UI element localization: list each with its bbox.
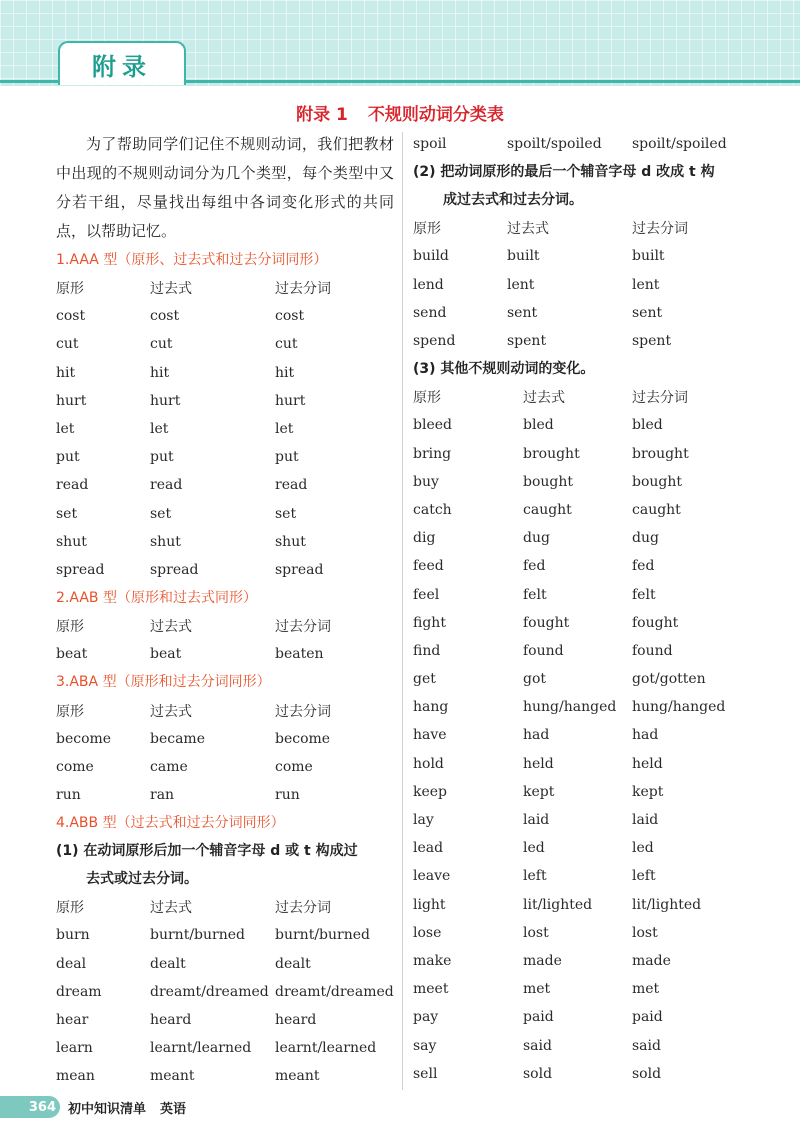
header-past: 过去式 — [150, 619, 192, 636]
verb-participle: spent — [632, 333, 672, 350]
verb-past: sent — [507, 304, 538, 321]
abb-sub2-line1: (2) 把动词原形的最后一个辅音字母 d 改成 t 构 — [413, 164, 715, 181]
left-column — [56, 130, 394, 1091]
verb-base: hurt — [56, 392, 87, 409]
verb-row — [413, 1060, 773, 1088]
verb-row — [413, 891, 773, 919]
verb-base: buy — [413, 473, 439, 490]
abb-sub1-rows-left — [56, 921, 394, 1090]
verb-base: send — [413, 304, 447, 321]
verb-row — [56, 950, 394, 978]
verb-base: have — [413, 727, 447, 744]
footer — [0, 1096, 186, 1118]
verb-participle: kept — [632, 783, 664, 800]
verb-base: make — [413, 952, 452, 969]
verb-base: lay — [413, 812, 434, 829]
page-number: 364 — [28, 1099, 56, 1115]
verb-participle: brought — [632, 445, 689, 462]
verb-base: become — [56, 730, 112, 747]
abb-sub1-line1: (1) 在动词原形后加一个辅音字母 d 或 t 构成过 — [56, 843, 358, 860]
verb-participle: caught — [632, 501, 681, 518]
section-title-aba: 3.ABA 型（原形和过去分词同形） — [56, 674, 271, 691]
verb-base: light — [413, 896, 446, 913]
header-base: 原形 — [56, 281, 84, 298]
verb-participle: lent — [632, 276, 660, 293]
verb-row — [413, 721, 773, 749]
verb-past: hit — [150, 364, 170, 381]
verb-participle: dug — [632, 530, 659, 547]
page-title — [0, 100, 800, 125]
verb-past: heard — [150, 1012, 192, 1029]
header-participle: 过去分词 — [275, 281, 331, 298]
verb-participle: paid — [632, 1009, 663, 1026]
verb-row — [56, 1034, 394, 1062]
verb-past: meant — [150, 1068, 195, 1085]
header-base: 原形 — [56, 703, 84, 720]
section-title-aab: 2.AAB 型（原形和过去式同形） — [56, 590, 257, 607]
verb-base: learn — [56, 1040, 93, 1057]
verb-base: shut — [56, 533, 87, 550]
verb-participle: run — [275, 787, 300, 804]
verb-row — [56, 725, 394, 753]
header-past: 过去式 — [150, 281, 192, 298]
verb-base: meet — [413, 981, 449, 998]
verb-past: hurt — [150, 392, 181, 409]
verb-past: became — [150, 730, 205, 747]
verb-past: lit/lighted — [523, 896, 593, 913]
verb-base: beat — [56, 646, 88, 663]
header-participle: 过去分词 — [275, 703, 331, 720]
verb-base: hit — [56, 364, 76, 381]
verb-participle: sent — [632, 304, 663, 321]
verb-row — [56, 359, 394, 387]
verb-base: fight — [413, 614, 446, 631]
verb-participle: left — [632, 868, 656, 885]
verb-participle: shut — [275, 533, 306, 550]
verb-row — [56, 330, 394, 358]
verb-participle: got/gotten — [632, 671, 706, 688]
verb-participle: felt — [632, 586, 656, 603]
verb-past: set — [150, 505, 172, 522]
verb-base: set — [56, 505, 78, 522]
abb-sub2-title — [413, 158, 773, 214]
verb-past: led — [523, 840, 545, 857]
verb-row — [413, 637, 773, 665]
aab-rows — [56, 640, 394, 668]
section-title-abb: 4.ABB 型（过去式和过去分词同形） — [56, 815, 285, 832]
verb-participle: beaten — [275, 646, 324, 663]
verb-past: ran — [150, 787, 175, 804]
verb-participle: spread — [275, 561, 324, 578]
verb-row — [56, 1062, 394, 1090]
verb-past: lent — [507, 276, 535, 293]
verb-row — [413, 975, 773, 1003]
verb-base: bring — [413, 445, 452, 462]
verb-past: spread — [150, 561, 199, 578]
verb-past: fed — [523, 558, 546, 575]
verb-row — [56, 556, 394, 584]
page-title-text: 不规则动词分类表 — [367, 105, 504, 125]
verb-row — [413, 468, 773, 496]
verb-past: learnt/learned — [150, 1040, 252, 1057]
verb-past: dug — [523, 530, 550, 547]
verb-base: hold — [413, 755, 444, 772]
verb-base: catch — [413, 501, 452, 518]
subject-label: 英语 — [160, 1101, 187, 1117]
verb-past: fought — [523, 614, 570, 631]
verb-participle: hit — [275, 364, 295, 381]
verb-base: run — [56, 787, 81, 804]
verb-row — [56, 640, 394, 668]
verb-past: dreamt/dreamed — [150, 983, 269, 1000]
verb-base: build — [413, 248, 449, 265]
verb-participle: set — [275, 505, 297, 522]
verb-participle: made — [632, 952, 671, 969]
verb-base: lose — [413, 924, 442, 941]
verb-base: cut — [56, 336, 79, 353]
verb-participle: fed — [632, 558, 655, 575]
header-base: 原形 — [56, 900, 84, 917]
verb-row — [56, 1006, 394, 1034]
verb-participle: said — [632, 1037, 661, 1054]
verb-past: paid — [523, 1009, 554, 1026]
verb-participle: hurt — [275, 392, 306, 409]
verb-row — [413, 750, 773, 778]
verb-participle: hung/hanged — [632, 699, 726, 716]
abb-sub3-rows — [413, 411, 773, 1088]
appendix-tab — [58, 41, 186, 85]
verb-row — [56, 500, 394, 528]
verb-row — [413, 665, 773, 693]
abb-sub1-line2: 去式或过去分词。 — [86, 871, 198, 888]
appendix-tab-label: 附录 — [92, 52, 152, 81]
verb-past: had — [523, 727, 550, 744]
verb-past: let — [150, 421, 169, 438]
verb-base: feel — [413, 586, 440, 603]
abb-sub1-rows-right — [413, 130, 773, 158]
verb-base: leave — [413, 868, 451, 885]
verb-past: got — [523, 671, 547, 688]
header-participle: 过去分词 — [632, 221, 688, 238]
verb-participle: read — [275, 477, 308, 494]
verb-past: shut — [150, 533, 181, 550]
verb-row — [413, 834, 773, 862]
verb-row — [413, 524, 773, 552]
verb-row — [413, 862, 773, 890]
verb-past: held — [523, 755, 554, 772]
verb-past: found — [523, 642, 564, 659]
verb-past: built — [507, 248, 540, 265]
header-past: 过去式 — [507, 221, 549, 238]
verb-participle: cost — [275, 308, 305, 325]
verb-row — [413, 327, 773, 355]
aaa-rows — [56, 302, 394, 584]
verb-participle: let — [275, 421, 294, 438]
verb-past: caught — [523, 501, 572, 518]
header-past: 过去式 — [523, 390, 565, 407]
verb-participle: bought — [632, 473, 683, 490]
verb-base: deal — [56, 955, 87, 972]
verb-base: read — [56, 477, 89, 494]
verb-past: put — [150, 449, 174, 466]
verb-past: cut — [150, 336, 173, 353]
verb-row — [56, 781, 394, 809]
page-title-number: 附录 1 — [296, 105, 348, 125]
verb-participle: dealt — [275, 955, 311, 972]
verb-row — [413, 299, 773, 327]
verb-base: cost — [56, 308, 86, 325]
verb-past: said — [523, 1037, 552, 1054]
verb-past: left — [523, 868, 547, 885]
table-header — [413, 214, 773, 242]
verb-past: spent — [507, 333, 547, 350]
verb-row — [56, 921, 394, 949]
abb-sub3-title: (3) 其他不规则动词的变化。 — [413, 361, 595, 378]
verb-past: hung/hanged — [523, 699, 617, 716]
verb-past: laid — [523, 812, 550, 829]
verb-past: read — [150, 477, 183, 494]
verb-participle: spoilt/spoiled — [632, 136, 727, 153]
verb-participle: fought — [632, 614, 679, 631]
verb-row — [413, 1031, 773, 1059]
verb-past: sold — [523, 1065, 553, 1082]
verb-participle: come — [275, 758, 313, 775]
verb-row — [56, 978, 394, 1006]
section-title-aaa: 1.AAA 型（原形、过去式和过去分词同形） — [56, 252, 328, 268]
verb-row — [413, 947, 773, 975]
intro-paragraph: 为了帮助同学们记住不规则动词，我们把教材中出现的不规则动词分为几个类型，每个类型中又分若干组，尽量找出每组中各词变化形式的共同点，以帮助记忆。 — [56, 135, 394, 240]
verb-past: brought — [523, 445, 580, 462]
verb-past: kept — [523, 783, 555, 800]
verb-past: bled — [523, 417, 554, 434]
verb-past: felt — [523, 586, 547, 603]
table-header — [56, 893, 394, 921]
verb-participle: had — [632, 727, 659, 744]
verb-participle: laid — [632, 812, 659, 829]
verb-past: made — [523, 952, 562, 969]
verb-participle: put — [275, 449, 299, 466]
abb-sub1-title — [56, 837, 394, 893]
book-title: 初中知识清单 — [68, 1101, 147, 1117]
verb-base: keep — [413, 783, 448, 800]
verb-row — [413, 693, 773, 721]
header-participle: 过去分词 — [632, 390, 688, 407]
verb-past: bought — [523, 473, 574, 490]
verb-base: find — [413, 642, 441, 659]
verb-row — [56, 415, 394, 443]
verb-participle: become — [275, 730, 331, 747]
verb-participle: built — [632, 248, 665, 265]
verb-row — [413, 1003, 773, 1031]
verb-base: lend — [413, 276, 444, 293]
verb-row — [413, 919, 773, 947]
verb-base: sell — [413, 1065, 438, 1082]
verb-row — [413, 130, 773, 158]
verb-base: dream — [56, 983, 102, 1000]
verb-base: lead — [413, 840, 444, 857]
verb-row — [413, 496, 773, 524]
verb-row — [413, 242, 773, 270]
verb-row — [56, 471, 394, 499]
verb-base: bleed — [413, 417, 452, 434]
abb-sub2-rows — [413, 242, 773, 355]
verb-row — [413, 440, 773, 468]
verb-base: mean — [56, 1068, 95, 1085]
table-header — [56, 612, 394, 640]
verb-base: spend — [413, 333, 456, 350]
verb-row — [56, 387, 394, 415]
verb-participle: met — [632, 981, 660, 998]
header-participle: 过去分词 — [275, 900, 331, 917]
abb-sub2-line2: 成过去式和过去分词。 — [443, 192, 583, 209]
verb-participle: burnt/burned — [275, 927, 370, 944]
verb-participle: found — [632, 642, 673, 659]
verb-participle: cut — [275, 336, 298, 353]
verb-past: burnt/burned — [150, 927, 245, 944]
verb-base: hear — [56, 1012, 89, 1029]
verb-past: lost — [523, 924, 549, 941]
verb-base: spread — [56, 561, 105, 578]
verb-row — [56, 753, 394, 781]
verb-row — [413, 271, 773, 299]
header-participle: 过去分词 — [275, 619, 331, 636]
header-base: 原形 — [56, 619, 84, 636]
verb-participle: led — [632, 840, 654, 857]
verb-participle: lit/lighted — [632, 896, 702, 913]
header-base: 原形 — [413, 390, 441, 407]
table-header — [56, 274, 394, 302]
column-divider — [402, 132, 403, 1090]
verb-past: dealt — [150, 955, 186, 972]
verb-past: beat — [150, 646, 182, 663]
verb-base: hang — [413, 699, 449, 716]
table-header — [56, 696, 394, 724]
verb-row — [56, 528, 394, 556]
verb-participle: bled — [632, 417, 663, 434]
verb-base: put — [56, 449, 80, 466]
verb-participle: held — [632, 755, 663, 772]
verb-base: feed — [413, 558, 444, 575]
verb-row — [413, 609, 773, 637]
verb-row — [413, 411, 773, 439]
header-past: 过去式 — [150, 900, 192, 917]
verb-participle: meant — [275, 1068, 320, 1085]
verb-row — [56, 302, 394, 330]
verb-participle: learnt/learned — [275, 1040, 377, 1057]
verb-row — [413, 806, 773, 834]
verb-base: spoil — [413, 136, 447, 153]
verb-base: get — [413, 671, 436, 688]
header-base: 原形 — [413, 221, 441, 238]
verb-participle: heard — [275, 1012, 317, 1029]
verb-participle: lost — [632, 924, 658, 941]
verb-participle: sold — [632, 1065, 662, 1082]
verb-row — [413, 580, 773, 608]
verb-row — [413, 552, 773, 580]
right-column — [413, 130, 773, 1088]
verb-participle: dreamt/dreamed — [275, 983, 394, 1000]
verb-past: spoilt/spoiled — [507, 136, 602, 153]
verb-base: let — [56, 421, 75, 438]
verb-row — [56, 443, 394, 471]
verb-past: came — [150, 758, 188, 775]
verb-base: burn — [56, 927, 90, 944]
page-number-bar — [0, 1096, 60, 1118]
header-past: 过去式 — [150, 703, 192, 720]
aba-rows — [56, 725, 394, 810]
verb-row — [413, 778, 773, 806]
verb-past: met — [523, 981, 551, 998]
verb-base: pay — [413, 1009, 439, 1026]
verb-past: cost — [150, 308, 180, 325]
verb-base: come — [56, 758, 94, 775]
verb-base: dig — [413, 530, 436, 547]
verb-base: say — [413, 1037, 437, 1054]
table-header — [413, 383, 773, 411]
